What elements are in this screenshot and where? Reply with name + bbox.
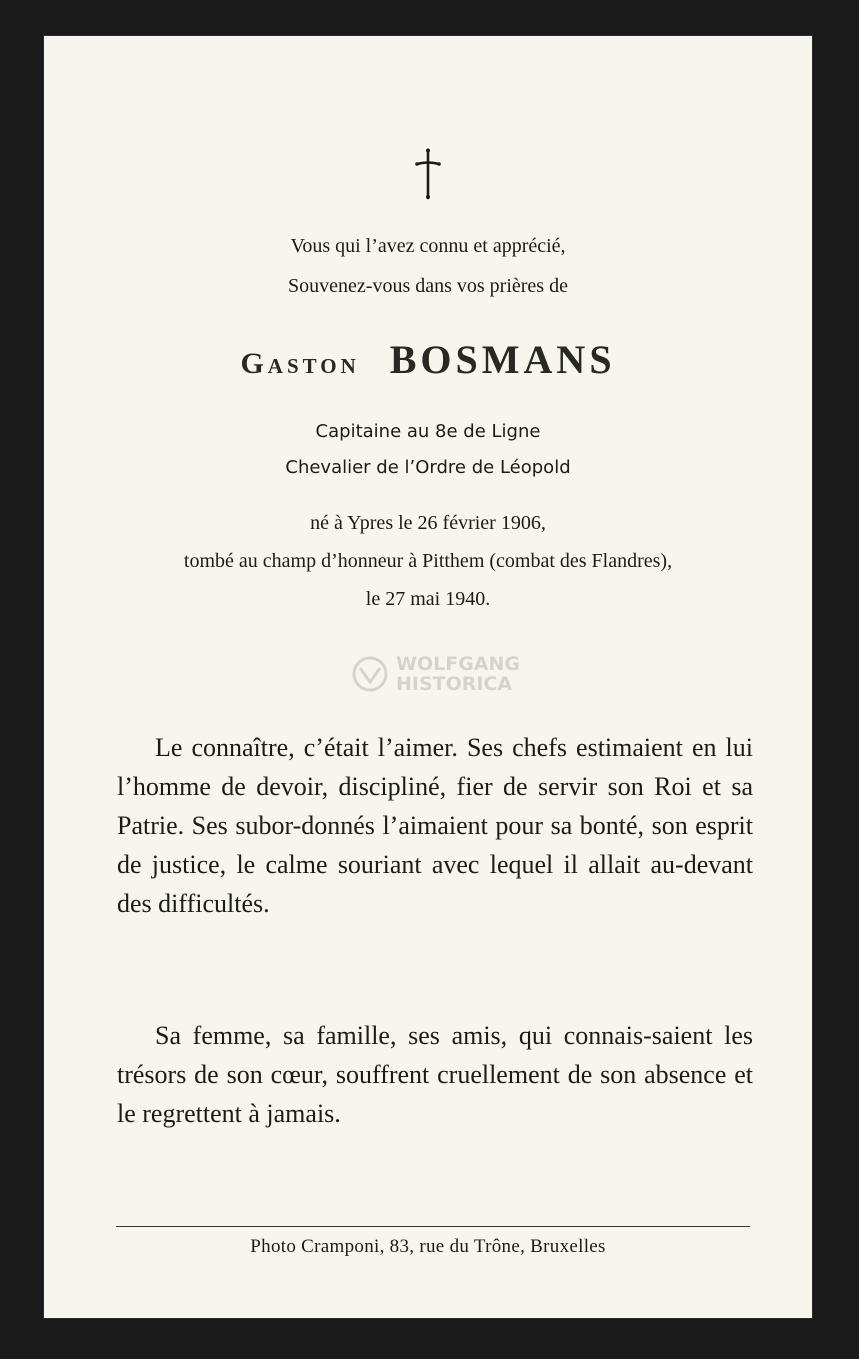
birth-line: né à Ypres le 26 février 1906,: [310, 512, 546, 534]
intro-line-1: Vous qui l’avez connu et apprécié,: [290, 235, 566, 257]
deceased-name: [44, 336, 812, 383]
watermark-emblem-icon: [350, 654, 390, 694]
intro-text: [44, 226, 812, 306]
last-name: BOSMANS: [389, 337, 616, 382]
intro-line-2: Souvenez-vous dans vos prières de: [288, 275, 568, 297]
divider: [116, 1226, 750, 1227]
rank-line: Capitaine au 8e de Ligne: [315, 421, 541, 442]
tribute-paragraph-1: Le connaître, c’était l’aimer. Ses chefs estimaient en lui l’homme de devoir, discipliné, fier de servir son Roi et sa Patrie. Ses subor-donnés l’aimaient pour sa bonté, son esprit de justice, le calme souriant avec lequel il allait au-devant des difficultés.: [117, 733, 753, 918]
death-line: tombé au champ d’honneur à Pitthem (combat des Flandres),: [183, 550, 673, 572]
photographer-credit: Photo Cramponi, 83, rue du Trône, Bruxelles: [250, 1236, 606, 1257]
watermark-line-2: HISTORICA: [396, 673, 513, 695]
watermark-line-1: WOLFGANG: [396, 653, 520, 675]
order-line: Chevalier de l’Ordre de Léopold: [285, 457, 571, 478]
cross-icon: [44, 148, 812, 200]
life-dates: [44, 504, 812, 618]
watermark: [350, 654, 520, 694]
titles: [44, 414, 812, 486]
memorial-card: [44, 36, 812, 1318]
tribute-paragraph-2: Sa femme, sa famille, ses amis, qui connais-saient les trésors de son cœur, souffrent cruellement de son absence et le regrettent à jamais.: [117, 1021, 753, 1128]
first-name: Gaston: [240, 347, 360, 380]
death-date: le 27 mai 1940.: [365, 588, 491, 610]
latin-cross-icon: [413, 148, 443, 200]
